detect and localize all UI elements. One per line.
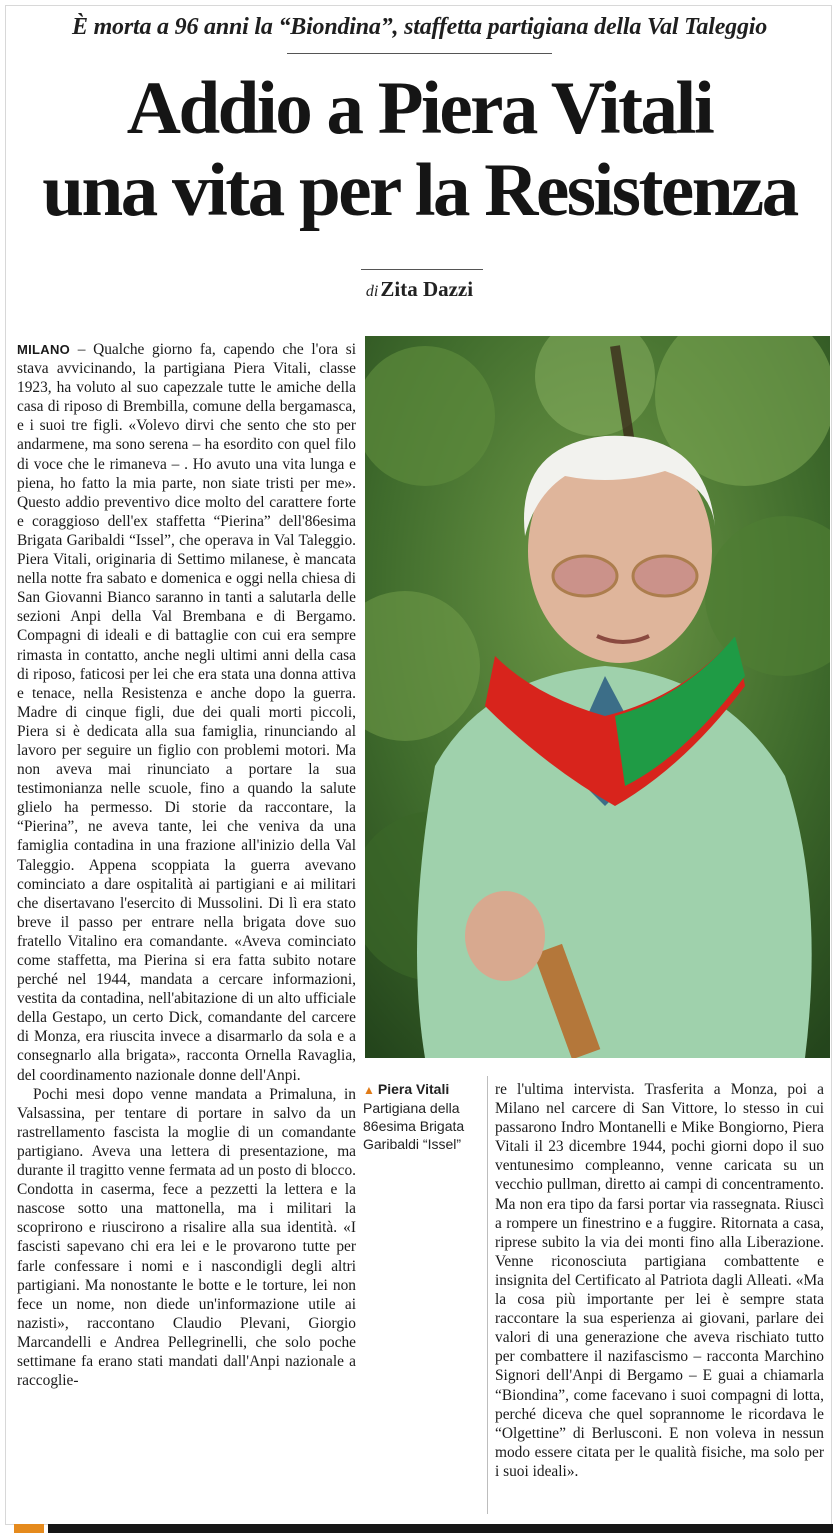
portrait-illustration [365, 336, 830, 1058]
footer-bar [48, 1524, 833, 1533]
headline [0, 68, 839, 232]
article-column-right [495, 1080, 824, 1520]
caption-text: Partigiana della 86esima Brigata Garibaldi “Issel” [363, 1100, 465, 1152]
caption-title-line [363, 1080, 483, 1099]
article-column-left [17, 340, 356, 1510]
paragraph-1-text: – Qualche giorno fa, capendo che l'ora si stava avvicinando, la partigiana Piera Vitali, classe 1923, ha voluto al suo capezzale tutte le amiche della casa di riposo di Brembilla, comune della bergamasca, e i suoi tre figli. «Volevo dirvi che sento che sto per andarmene, ma sono serena – ha esordito con quel filo di voce che le rimaneva – . Ho avuto una vita lunga e piena, ho fatto la mia parte, non siate tristi per me». Questo addio preventivo dice molto del carattere forte e coraggioso dell'ex staffetta “Pierina” dell'86esima Brigata Garibaldi “Issel”, che operava in Val Taleggio. Piera Vitali, originaria di Settimo milanese, è mancata nella notte fra sabato e domenica e oggi nella chiesa di San Giovanni Bianco saranno in tanti a salutarla delle sezioni Anpi della Val Brembana e di Bergamo. Compagni di ideali e di battaglie con cui era sempre rimasta in contatto, anche negli ultimi anni della casa di riposo, faticosi per lei che era stata una donna attiva e tenace, nella Resistenza e anche dopo la guerra. Madre di cinque figli, due dei quali morti piccoli, Piera si è dedicata alla sua famiglia, rinunciando al lavoro per seguire un figlio con problemi motori. Ma non aveva mai rinunciato a portare la sua testimonianza nelle scuole, fino a quando la salute glielo ha permesso. Di storie da raccontare, la “Pierina”, ne aveva tante, lei che veniva da una famiglia contadina in una frazione all'inizio della Val Taleggio. Appena scoppiata la guerra avevano cominciato a dare ospitalità ai partigiani e ai militari che disertavano l'esercito di Mussolini. Di lì era stato breve il passo per entrare nella brigata dove suo fratello Vitalino era comandante. «Aveva cominciato come staffetta, ma Pierina si era fatta subito notare perché nel 1944, mandata a cercare informazioni, vestita da contadina, nell'abitazione di un alto ufficiale della Gestapo, un certo Dick, comandante del carcere di Monza, era riuscita invece a disarmarlo da sola e a consegnarlo alla brigata», racconta Ornella Ravaglia, del coordinamento nazionale donne dell'Anpi. [17, 341, 356, 1084]
headline-line-2: una vita per la Resistenza [42, 149, 797, 232]
photo-caption [363, 1080, 483, 1153]
triangle-icon: ▲ [363, 1083, 375, 1097]
paragraph-3: re l'ultima intervista. Trasferita a Monza, poi a Milano nel carcere di San Vittore, lo stesso in cui passarono Indro Montanelli e Mike Bongiorno, Piera Vitali il 23 dicembre 1944, pochi giorni dopo il suo ventunesimo compleanno, venne caricata su un vecchio pullman, diretto ai campi di concentramento. Ma non era tipo da farsi portar via rassegnata. Riuscì a rompere un finestrino e a fuggire. Ritornata a casa, riprese subito la via dei monti fino alla Liberazione. Venne riconosciuta partigiana combattente e insignita del Certificato al Patriota dagli Alleati. «Ma la cosa più importante per lei è sempre stata raccontare la sua esperienza ai giovani, parlare dei valori di una generazione che aveva rischiato tutto per combattere il nazifascismo – racconta Marchino Signori dell'Anpi di Bergamo – E guai a chiamarla “Biondina”, come facevano i suoi compagni di lotta, perché diceva che quel soprannome le ricordava le “Olgettine” di Berlusconi. E non voleva in nessun modo essere citata per le qualità fisiche, ma solo per i suoi ideali». [495, 1081, 824, 1480]
byline-prefix: di [365, 283, 379, 300]
dateline: MILANO [17, 342, 71, 357]
caption-title: Piera Vitali [377, 1081, 450, 1097]
paragraph-2: Pochi mesi dopo venne mandata a Primaluna, in Valsassina, per tentare di portare in salvo da un rastrellamento fascista la moglie di un comandante partigiano. Aveva una lettera di presentazione, ma durante il tragitto venne fermata ad un posto di blocco. Condotta in caserma, fece a pezzetti la lettera e la nascose sotto una mattonella, ma i militari la scoprirono e riuscirono a risalire alla sua identità. «I fascisti sapevano chi era lei e le provarono tutte per farle confessare i nomi e i nascondigli degli altri partigiani. Ma nonostante le botte e le torture, lei non fece un nome, non diede un'informazione utile ai nazisti», raccontano Claudio Plevani, Giorgio Marcandelli e Andrea Pellegrinelli, che solo poche settimane fa erano stati mandati dall'Anpi nazionale a raccoglie- [17, 1085, 356, 1390]
headline-line-1: Addio a Piera Vitali [126, 67, 713, 150]
column-separator [487, 1076, 488, 1514]
kicker: È morta a 96 anni la “Biondina”, staffetta partigiana della Val Taleggio [71, 14, 768, 40]
byline-author: Zita Dazzi [380, 277, 474, 301]
paragraph-1 [17, 340, 356, 1085]
byline [0, 277, 839, 302]
byline-rule [361, 269, 483, 270]
portrait-photo [365, 336, 830, 1058]
kicker-rule [287, 53, 552, 54]
footer-accent-bar [14, 1524, 44, 1533]
